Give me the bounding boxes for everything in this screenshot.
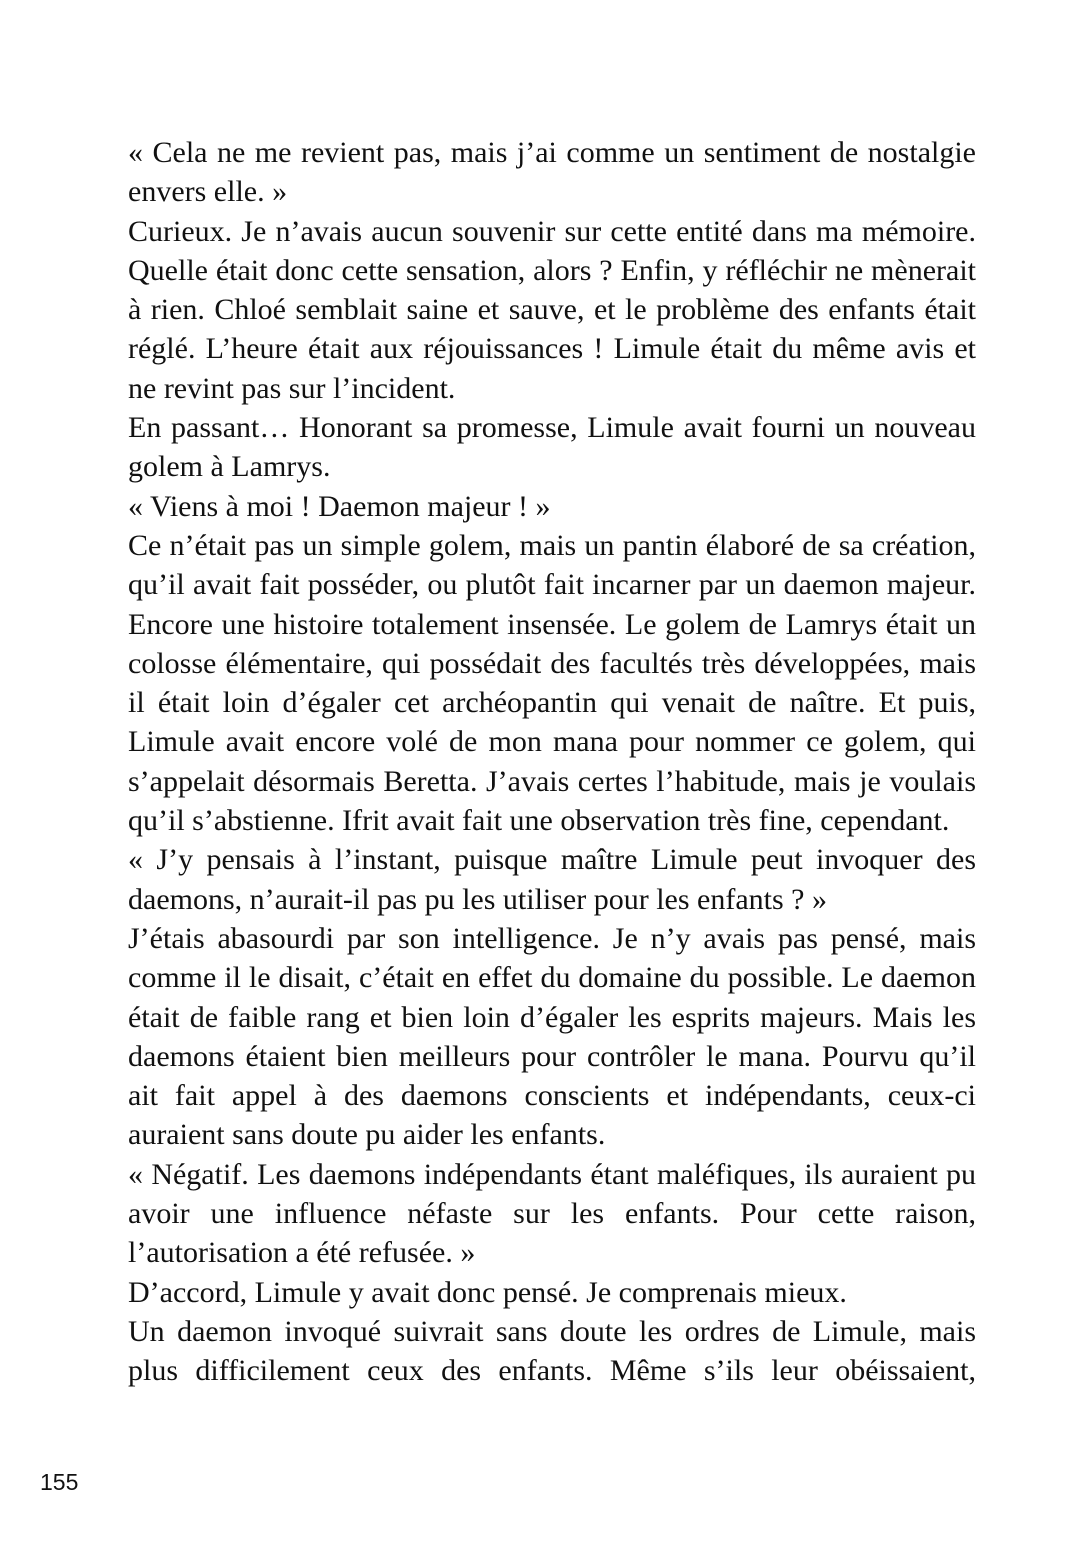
paragraph-6: « J’y pensais à l’instant, puisque maître Limule peut invoquer des daemons, n’aurait-il pas pu les utiliser pour les enfants ? »: [128, 843, 976, 916]
paragraph-5: Ce n’était pas un simple golem, mais un pantin élaboré de sa création, qu’il avait fait posséder, ou plutôt fait incarner par un daemon majeur. Encore une histoire totalement insensée. Le golem de Lamrys était un colosse élémentaire, qui possédait des facultés très développées, mais il était loin d’égaler cet archéopantin qui venait de naître. Et puis, Limule avait encore volé de mon mana pour nommer ce golem, qui s’appelait désormais Beretta. J’avais certes l’habitude, mais je voulais qu’il s’abstienne. Ifrit avait fait une observation très fine, cependant.: [128, 528, 976, 838]
paragraph-9: D’accord, Limule y avait donc pensé. Je comprenais mieux.: [128, 1275, 847, 1309]
paragraph-1: « Cela ne me revient pas, mais j’ai comme un sentiment de nostalgie envers elle. »: [128, 136, 976, 209]
paragraph-8: « Négatif. Les daemons indépendants étant maléfiques, ils auraient pu avoir une influence néfaste sur les enfants. Pour cette raison, l’autorisation a été refusée. »: [128, 1157, 976, 1270]
paragraph-4: « Viens à moi ! Daemon majeur ! »: [128, 489, 551, 523]
paragraph-2: Curieux. Je n’avais aucun souvenir sur cette entité dans ma mémoire. Quelle était donc cette sensation, alors ? Enfin, y réfléchir ne mènerait à rien. Chloé semblait saine et sauve, et le problème des enfants était réglé. L’heure était aux réjouissances ! Limule était du même avis et ne revint pas sur l’incident.: [128, 214, 976, 405]
paragraph-10: Un daemon invoqué suivrait sans doute les ordres de Limule, mais plus difficilement ceux des enfants. Même s’ils leur obéissaient,: [128, 1314, 976, 1388]
paragraph-3: En passant… Honorant sa promesse, Limule avait fourni un nouveau golem à Lamrys.: [128, 411, 976, 484]
body-text: [128, 133, 976, 1391]
paragraph-7: J’étais abasourdi par son intelligence. Je n’y avais pas pensé, mais comme il le disait, c’était en effet du domaine du possible. Le daemon était de faible rang et bien loin d’égaler les esprits majeurs. Mais les daemons étaient bien meilleurs pour contrôler le mana. Pourvu qu’il ait fait appel à des daemons conscients et indépendants, ceux-ci auraient sans doute pu aider les enfants.: [128, 921, 976, 1152]
page-number: 155: [40, 1469, 79, 1495]
